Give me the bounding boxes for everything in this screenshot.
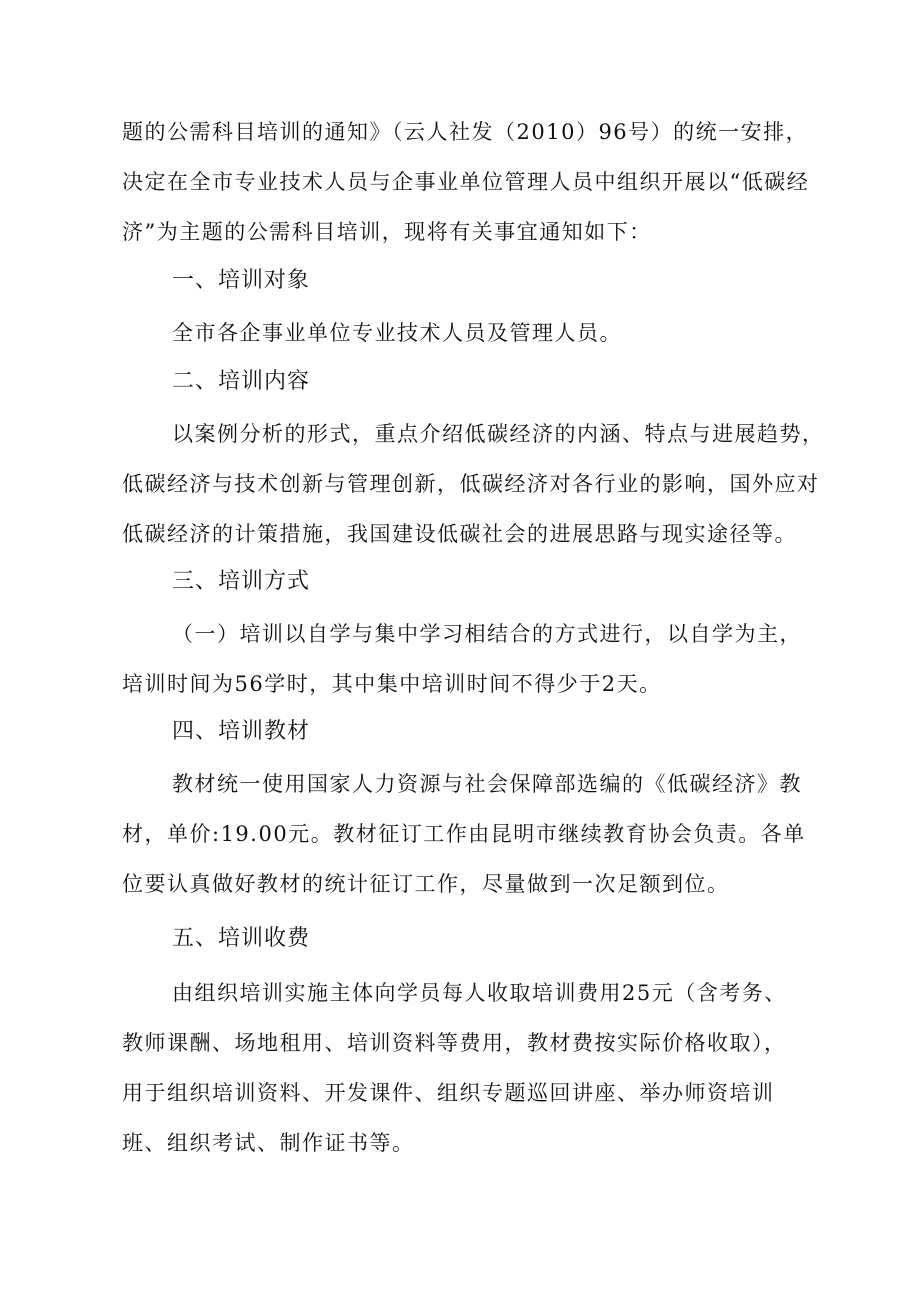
section-4-line-1: 教材统一使用国家人力资源与社会保障部选编的《低碳经济》教 bbox=[172, 772, 802, 796]
intro-line-2: 决定在全市专业技术人员与企事业单位管理人员中组织开展以“低碳经 bbox=[122, 170, 810, 194]
section-4-line-2: 材，单价:19.00元。教材征订工作由昆明市继续教育协会负责。各单 bbox=[122, 822, 806, 846]
section-heading-4: 四、培训教材 bbox=[172, 719, 311, 744]
section-1-line-1: 全市各企事业单位专业技术人员及管理人员。 bbox=[172, 321, 622, 345]
section-5-line-2: 教师课酬、场地租用、培训资料等费用，教材费按实际价格收取）， bbox=[122, 1031, 787, 1055]
section-heading-1: 一、培训对象 bbox=[172, 268, 311, 293]
section-5-line-3: 用于组织培训资料、开发课件、组织专题巡回讲座、举办师资培训 bbox=[122, 1081, 775, 1105]
section-4-line-3: 位要认真做好教材的统计征订工作，尽量做到一次足额到位。 bbox=[122, 872, 730, 896]
section-3-line-2: 培训时间为56学时，其中集中培训时间不得少于2天。 bbox=[122, 672, 662, 696]
section-heading-5: 五、培训收费 bbox=[172, 926, 311, 951]
intro-line-3: 济”为主题的公需科目培训，现将有关事宜通知如下： bbox=[122, 220, 652, 244]
section-2-line-3: 低碳经济的计策措施，我国建设低碳社会的进展思路与现实途径等。 bbox=[122, 522, 797, 546]
section-5-line-4: 班、组织考试、制作证书等。 bbox=[122, 1131, 415, 1155]
section-heading-3: 三、培训方式 bbox=[172, 569, 311, 594]
section-2-line-1: 以案例分析的形式，重点介绍低碳经济的内涵、特点与进展趋势， bbox=[172, 422, 825, 446]
section-heading-2: 二、培训内容 bbox=[172, 369, 311, 394]
intro-line-1: 题的公需科目培训的通知》（云人社发（2010）96号）的统一安排， bbox=[122, 120, 809, 144]
section-3-line-1: （一）培训以自学与集中学习相结合的方式进行，以自学为主， bbox=[172, 622, 802, 646]
section-5-line-1: 由组织培训实施主体向学员每人收取培训费用25元（含考务、 bbox=[172, 981, 787, 1005]
section-2-line-2: 低碳经济与技术创新与管理创新，低碳经济对各行业的影响，国外应对 bbox=[122, 472, 820, 496]
